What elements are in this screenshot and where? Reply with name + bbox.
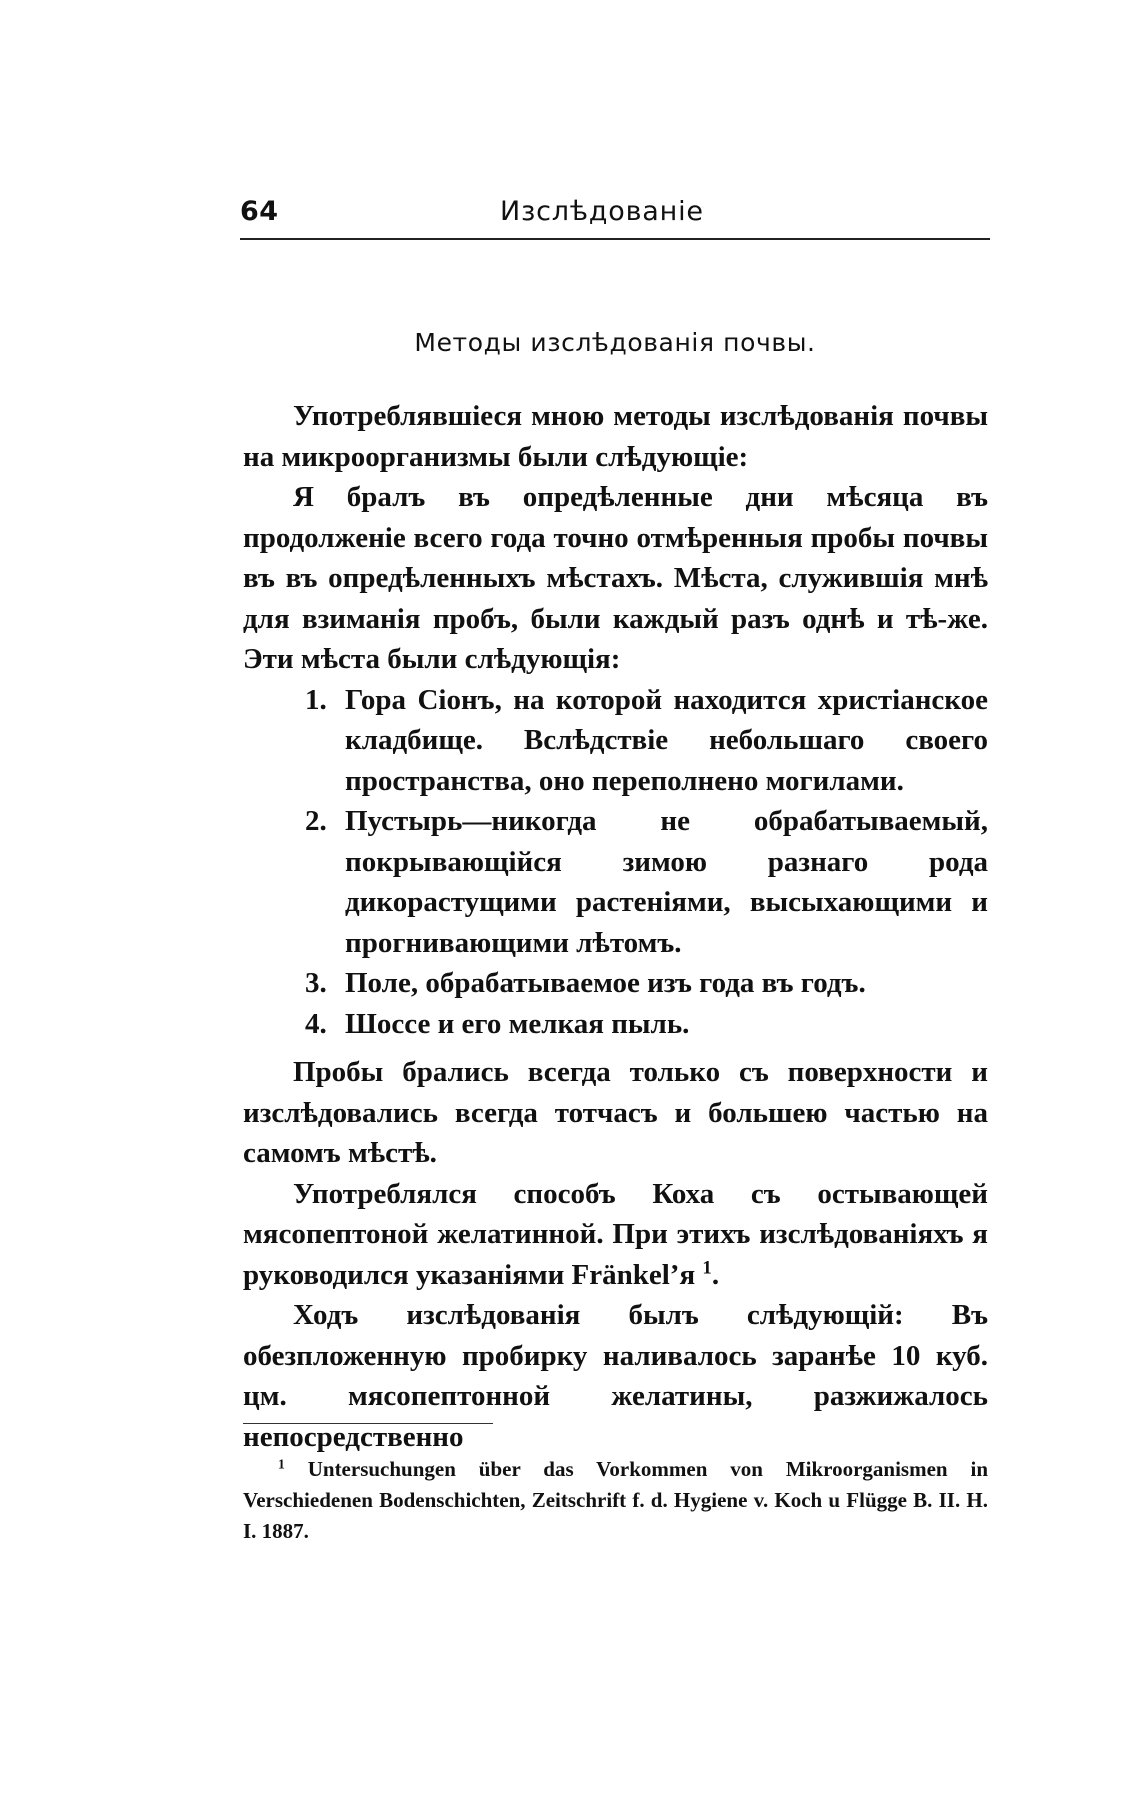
paragraph-4-text: Употреблялся способъ Коха съ остывающей мясопептоной желатинной. При этихъ изслѣдованіяхъ я руководился указаніями Fränkel’я [243, 1177, 988, 1291]
paragraph-2: Я бралъ въ опредѣленные дни мѣсяца въ продолженіе всего года точно отмѣренныя пробы почвы въ въ опредѣленныхъ мѣстахъ. Мѣста, служившія мнѣ для взиманія пробъ, были каждый разъ однѣ и тѣ-же. Эти мѣста были слѣдующія: [243, 481, 988, 675]
list-item-number: 1. [305, 683, 327, 716]
list-item [305, 801, 988, 963]
body-text [243, 396, 988, 1457]
list-item-text: Поле, обрабатываемое изъ года въ годъ. [345, 967, 866, 999]
list-item-text: Пустырь—никогда не обрабатываемый, покрывающійся зимою разнаго рода дикорастущими растеніями, высыхающими и прогнивающими лѣтомъ. [345, 805, 988, 959]
list-item-number: 4. [305, 1007, 327, 1040]
page-number: 64 [240, 196, 279, 227]
list-item-number: 3. [305, 967, 327, 999]
list-item-number: 2. [305, 805, 327, 837]
sampling-sites-list [305, 680, 988, 1045]
paragraph-4-end: . [711, 1258, 720, 1291]
footnote-reference[interactable]: 1 [702, 1257, 712, 1279]
running-title: Изслѣдованіе [500, 196, 704, 227]
footnote [243, 1454, 988, 1547]
section-title: Методы изслѣдованія почвы. [414, 328, 816, 357]
running-header [240, 196, 990, 236]
list-item-text: Гора Сіонъ, на которой находится христіанское кладбище. Вслѣдствіе небольшаго своего пространства, оно переполнено могилами. [345, 683, 988, 797]
footnote-marker: 1 [278, 1456, 285, 1472]
paragraph-1: Употреблявшіеся мною методы изслѣдованія почвы на микроорганизмы были слѣдующіе: [243, 400, 988, 473]
footnote-text: Untersuchungen über das Vorkommen von Mikroorganismen in Verschiedenen Bodenschichten, Zeitschrift f. d. Hygiene v. Koch u Flügge B. II. H. I. 1887. [243, 1457, 988, 1543]
footnote-rule [243, 1423, 493, 1424]
list-item-text: Шоссе и его мелкая пыль. [345, 1007, 690, 1040]
header-rule [240, 238, 990, 240]
paragraph-5: Ходъ изслѣдованія былъ слѣдующій: Въ обезпложенную пробирку наливалось заранѣе 10 куб. цм. мясопептонной желатины, разжижалось непосредственно [243, 1299, 988, 1453]
list-item [305, 963, 988, 1004]
paragraph-4 [243, 1174, 988, 1296]
list-item [305, 680, 988, 802]
paragraph-3: Пробы брались всегда только съ поверхности и изслѣдовались всегда тотчасъ и большею частью на самомъ мѣстѣ. [243, 1056, 988, 1169]
list-item [305, 1004, 988, 1045]
